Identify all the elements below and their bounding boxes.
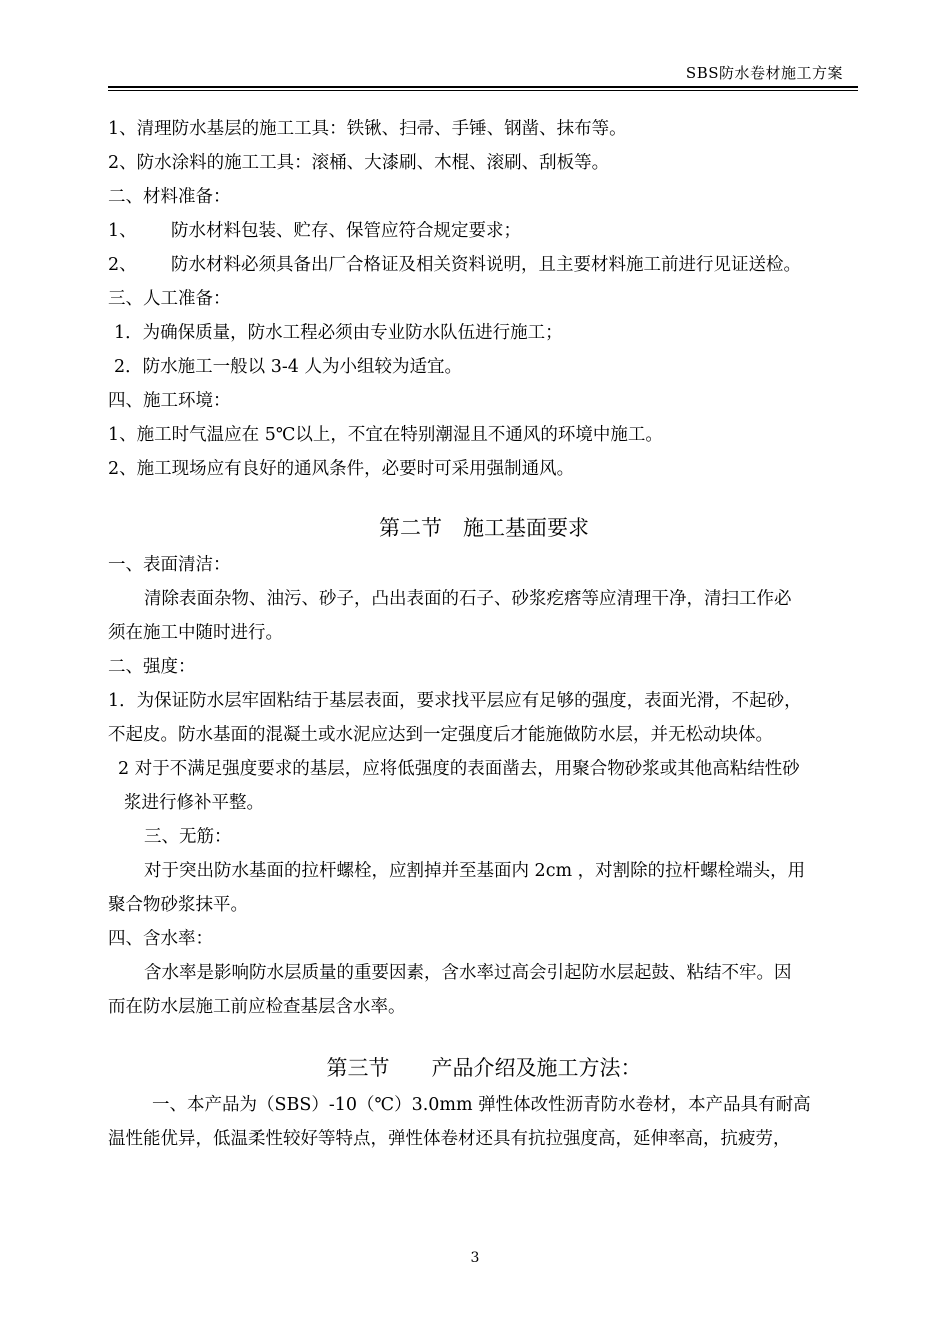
strength-p2-line-2: 浆进行修补平整。 bbox=[124, 793, 264, 813]
labor-item-2: 2．防水施工一般以 3-4 人为小组较为适宜。 bbox=[114, 357, 462, 377]
strength-p1-line-1: 1．为保证防水层牢固粘结于基层表面，要求找平层应有足够的强度，表面光滑，不起砂， bbox=[108, 691, 802, 711]
clean-paragraph-line-1: 清除表面杂物、油污、砂子，凸出表面的石子、砂浆疙瘩等应清理干净，清扫工作必 bbox=[144, 589, 792, 609]
materials-heading: 二、材料准备： bbox=[108, 187, 231, 207]
materials-item-1 bbox=[108, 214, 860, 248]
list-number: 1、 bbox=[108, 221, 137, 241]
no-rebar-paragraph-line-2: 聚合物砂浆抹平。 bbox=[108, 895, 248, 915]
moisture-paragraph-line-2: 而在防水层施工前应检查基层含水率。 bbox=[108, 997, 406, 1017]
page-number: 3 bbox=[470, 1250, 480, 1266]
list-text: 防水材料包装、贮存、保管应符合规定要求； bbox=[171, 221, 521, 241]
environment-heading: 四、施工环境： bbox=[108, 391, 231, 411]
materials-item-2 bbox=[108, 248, 860, 282]
section-2-title: 第二节 施工基面要求 bbox=[379, 516, 589, 540]
tools-item-1: 1、清理防水基层的施工工具：铁锹、扫帚、手锤、钢凿、抹布等。 bbox=[108, 119, 627, 139]
moisture-paragraph-line-1: 含水率是影响防水层质量的重要因素，含水率过高会引起防水层起鼓、粘结不牢。因 bbox=[144, 963, 792, 983]
section-3-paragraph-line-1: 一、本产品为（SBS）-10（℃）3.0mm 弹性体改性沥青防水卷材，本产品具有耐高 bbox=[152, 1095, 811, 1115]
clean-paragraph-line-2: 须在施工中随时进行。 bbox=[108, 623, 283, 643]
no-rebar-paragraph-line-1: 对于突出防水基面的拉杆螺栓，应割掉并至基面内 2cm ，对割除的拉杆螺栓端头，用 bbox=[144, 861, 806, 881]
clean-heading: 一、表面清洁： bbox=[108, 555, 231, 575]
environment-item-1: 1、施工时气温应在 5℃以上，不宜在特别潮湿且不通风的环境中施工。 bbox=[108, 425, 663, 445]
no-rebar-heading: 三、无筋： bbox=[144, 827, 232, 847]
document-header-title: SBS防水卷材施工方案 bbox=[685, 64, 843, 82]
document-body bbox=[108, 112, 860, 1156]
list-number: 2、 bbox=[108, 255, 137, 275]
section-3-title: 第三节 产品介绍及施工方法： bbox=[326, 1056, 642, 1080]
strength-p2-line-1: 2 对于不满足强度要求的基层，应将低强度的表面凿去，用聚合物砂浆或其他高粘结性砂 bbox=[118, 759, 800, 779]
environment-item-2: 2、施工现场应有良好的通风条件，必要时可采用强制通风。 bbox=[108, 459, 575, 479]
tools-item-2: 2、防水涂料的施工工具：滚桶、大漆刷、木棍、滚刷、刮板等。 bbox=[108, 153, 610, 173]
moisture-heading: 四、含水率： bbox=[108, 929, 213, 949]
list-text: 防水材料必须具备出厂合格证及相关资料说明，且主要材料施工前进行见证送检。 bbox=[171, 255, 801, 275]
header-double-rule bbox=[108, 86, 858, 91]
strength-heading: 二、强度： bbox=[108, 657, 196, 677]
labor-heading: 三、人工准备： bbox=[108, 289, 231, 309]
labor-item-1: 1．为确保质量，防水工程必须由专业防水队伍进行施工； bbox=[114, 323, 563, 343]
section-3-paragraph-line-2: 温性能优异，低温柔性较好等特点，弹性体卷材还具有抗拉强度高，延伸率高，抗疲劳， bbox=[108, 1129, 791, 1149]
strength-p1-line-2: 不起皮。防水基面的混凝土或水泥应达到一定强度后才能施做防水层，并无松动块体。 bbox=[108, 725, 773, 745]
